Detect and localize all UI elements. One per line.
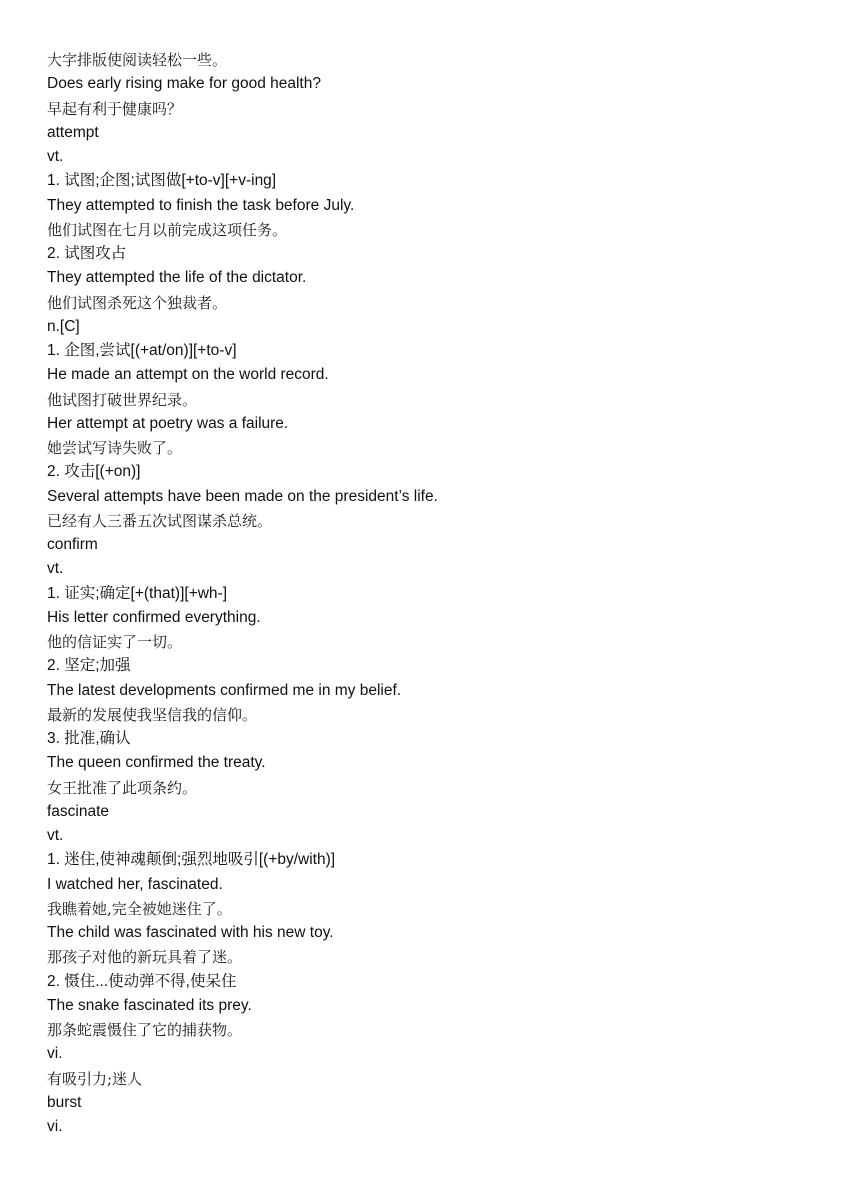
- text-line: 3. 批准,确认: [47, 730, 131, 747]
- text-line: 2. 试图攻占: [47, 245, 127, 262]
- text-line: 早起有利于健康吗？: [47, 99, 183, 118]
- text-line: 他的信证实了一切。: [47, 633, 183, 651]
- text-line: The queen confirmed the treaty.: [47, 754, 266, 772]
- text-line: attempt: [47, 123, 99, 141]
- text-line: vt.: [47, 827, 64, 844]
- text-line: The latest developments confirmed me in my belief.: [47, 681, 402, 699]
- text-line: The child was fascinated with his new toy.: [47, 924, 334, 941]
- text-line: 那条蛇震慑住了它的捕获物。: [47, 1021, 243, 1039]
- text-line: 她尝试写诗失败了。: [47, 439, 183, 457]
- text-line: vi.: [47, 1045, 63, 1063]
- text-line: 我瞧着她,完全被她迷住了。: [47, 899, 232, 918]
- text-line: 女王批准了此项条约。: [47, 778, 198, 797]
- text-line: I watched her, fascinated.: [47, 875, 223, 893]
- text-line: vi.: [47, 1118, 63, 1135]
- text-line: vt.: [47, 148, 64, 165]
- text-line: 他们试图在七月以前完成这项任务。: [47, 220, 288, 239]
- text-line: 2. 攻击[(+on)]: [47, 463, 141, 481]
- text-line: Several attempts have been made on the president’s life.: [47, 487, 438, 505]
- text-line: They attempted to finish the task before July.: [47, 196, 355, 214]
- text-line: The snake fascinated its prey.: [47, 996, 252, 1014]
- text-line: 他们试图杀死这个独裁者。: [47, 293, 228, 312]
- text-line: His letter confirmed everything.: [47, 608, 261, 626]
- text-line: burst: [47, 1093, 82, 1111]
- text-line: 有吸引力;迷人: [47, 1069, 143, 1088]
- document-page: [47, 48, 837, 1139]
- text-line: Does early rising make for good health?: [47, 75, 321, 93]
- text-line: 最新的发展使我坚信我的信仰。: [47, 705, 258, 724]
- text-line: 1. 企图,尝试[(+at/on)][+to-v]: [47, 342, 237, 359]
- text-line: fascinate: [47, 802, 110, 820]
- text-line: He made an attempt on the world record.: [47, 366, 329, 384]
- text-line: They attempted the life of the dictator.: [47, 269, 307, 287]
- text-line: 1. 证实;确定[+(that)][+wh-]: [47, 584, 228, 602]
- text-line: 他试图打破世界纪录。: [47, 390, 198, 409]
- text-line: vt.: [47, 560, 64, 578]
- text-line: Her attempt at poetry was a failure.: [47, 414, 289, 432]
- text-line: 2. 坚定;加强: [47, 657, 131, 675]
- text-line: 1. 迷住,使神魂颠倒;强烈地吸引[(+by/with)]: [47, 851, 336, 869]
- text-line: n.[C]: [47, 317, 80, 335]
- text-line: 1. 试图;企图;试图做[+to-v][+v-ing]: [47, 172, 277, 190]
- text-line: confirm: [47, 536, 98, 553]
- text-line: 2. 慑住...使动弹不得,使呆住: [47, 972, 237, 990]
- text-line: 那孩子对他的新玩具着了迷。: [47, 948, 243, 967]
- text-line: 大字排版使阅读轻松一些。: [47, 51, 228, 69]
- text-line: 已经有人三番五次试图谋杀总统。: [47, 511, 273, 530]
